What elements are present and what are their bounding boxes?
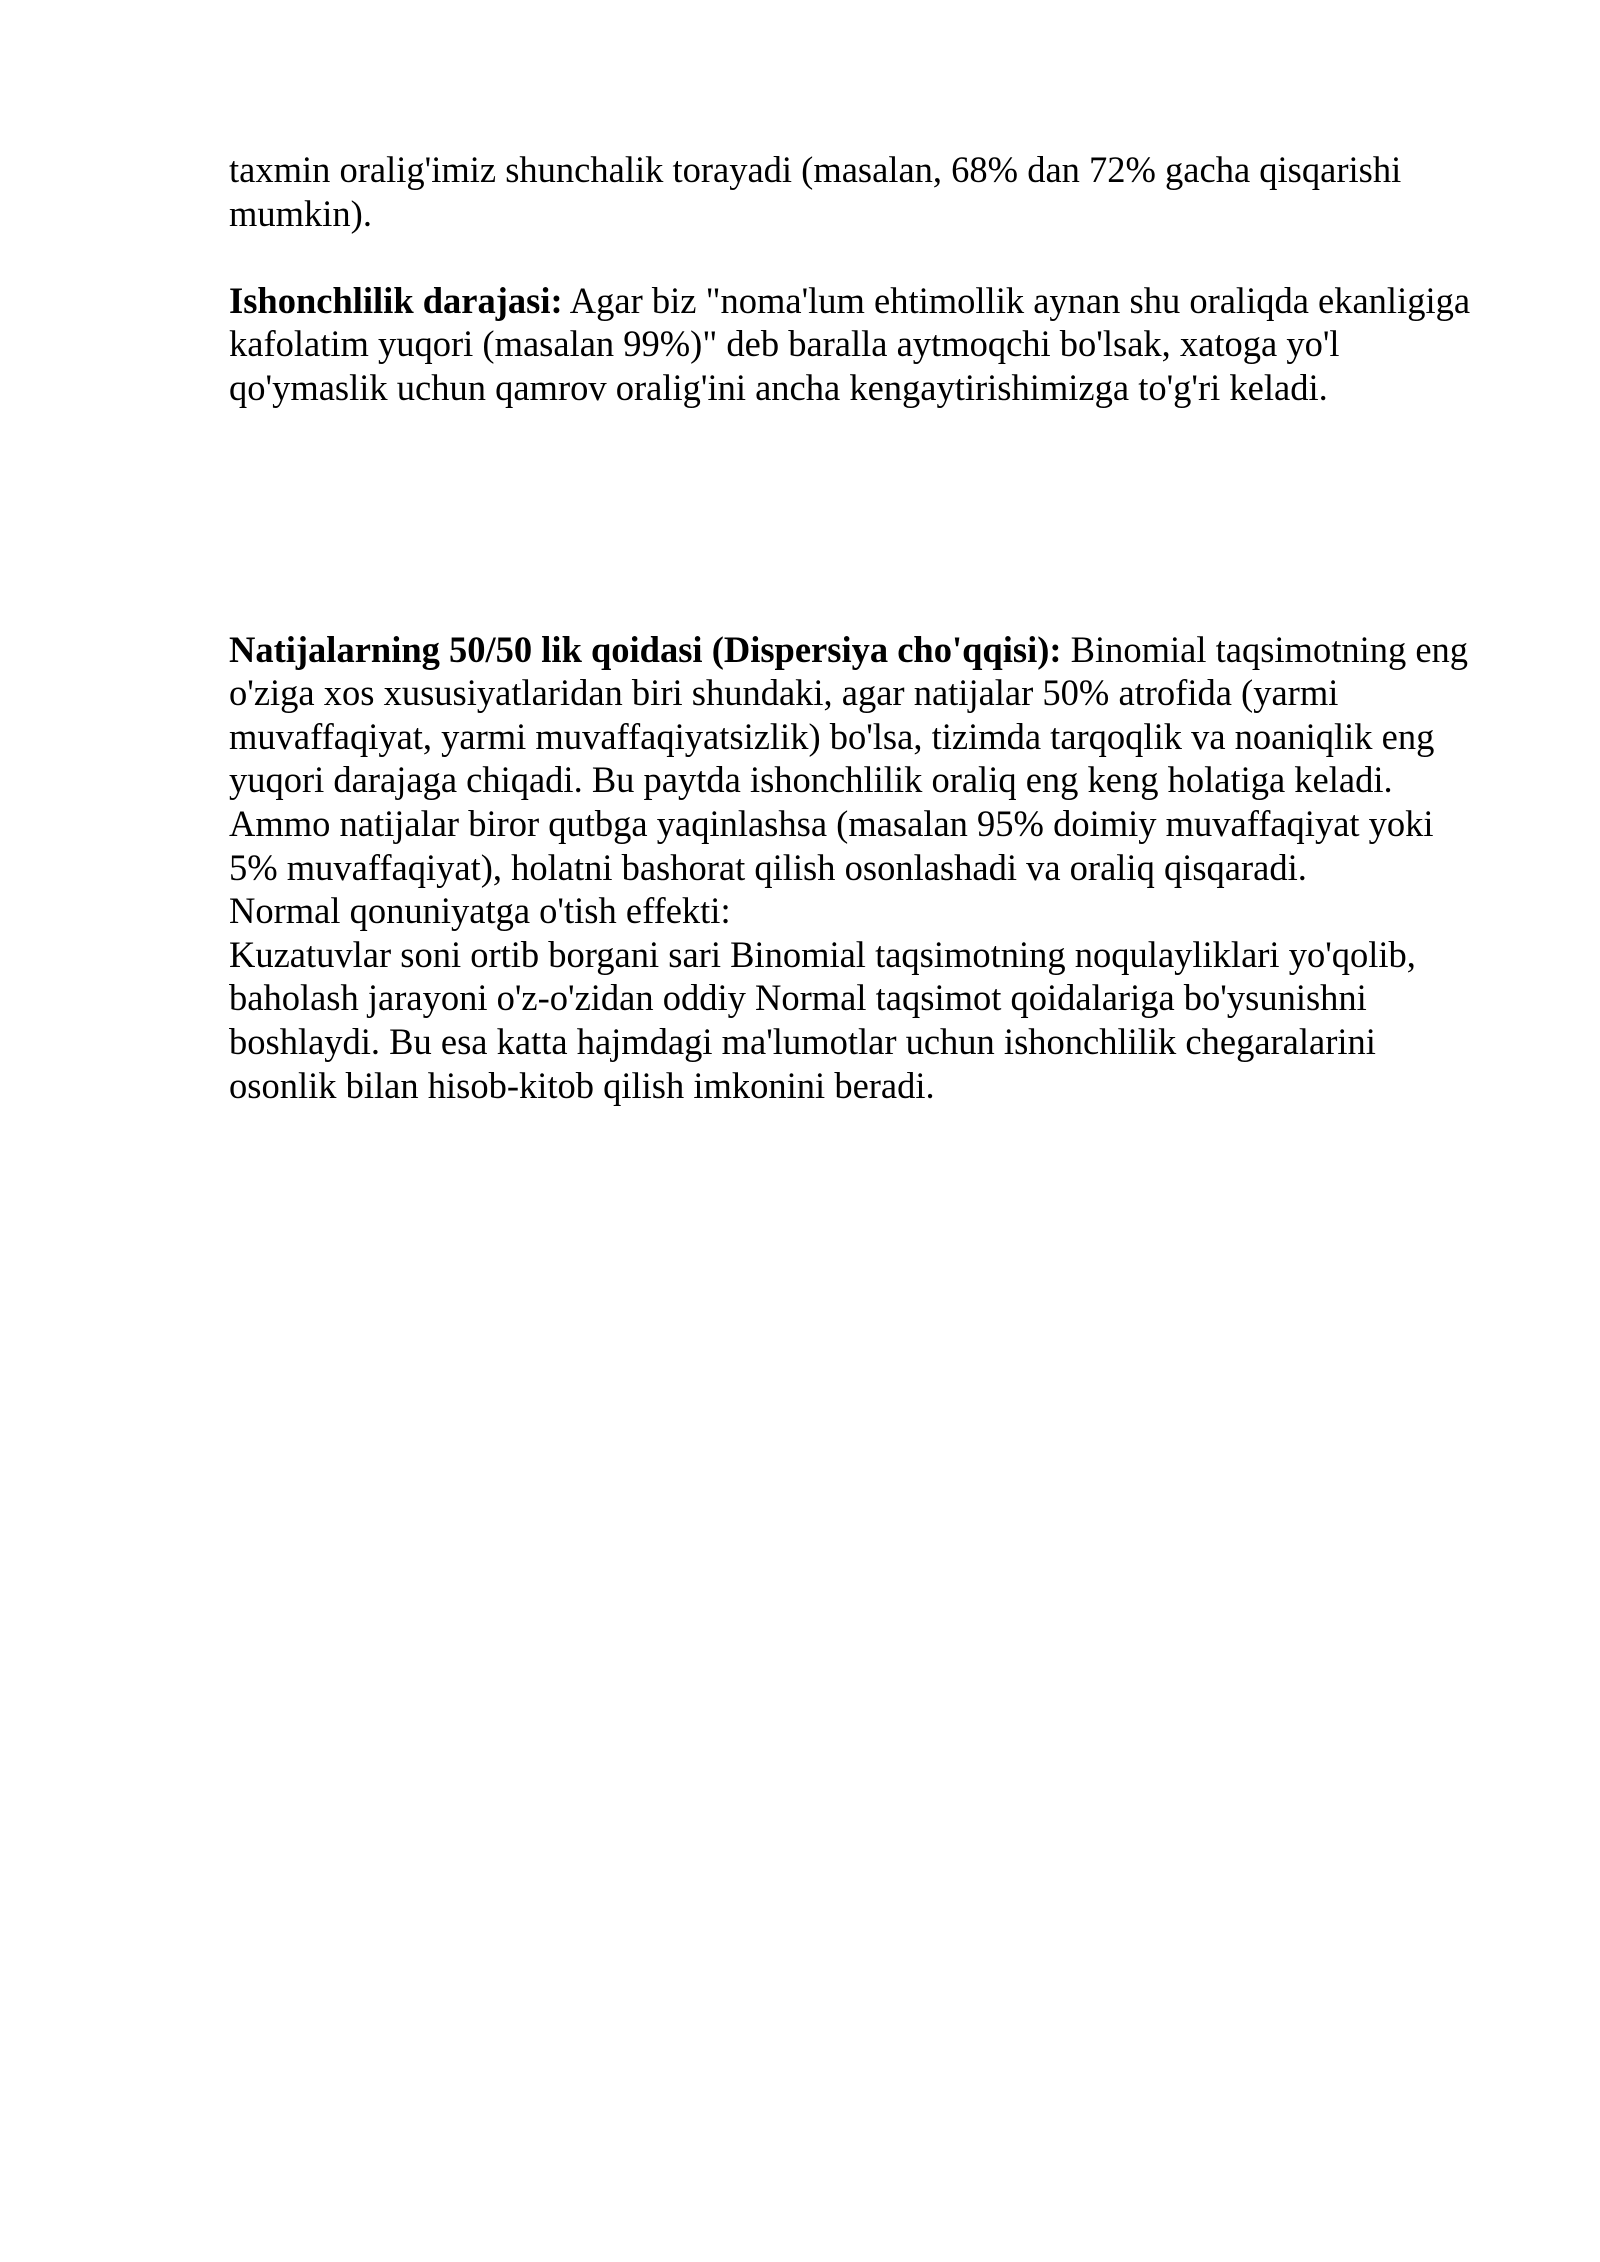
document-page (229, 148, 1489, 1107)
paragraph-text: taxmin oralig'imiz shunchalik torayadi (masalan, 68% dan 72% gacha qisqarishi mumkin). (229, 149, 1402, 234)
paragraph-text: Kuzatuvlar soni ortib borgani sari Binomial taqsimotning noqulayliklari yo'qolib, baholash jarayoni o'z-o'zidan oddiy Normal taqsimot qoidalariga bo'ysunishni boshlaydi. Bu esa katta hajmdagi ma'lumotlar uchun ishonchlilik chegaralarini osonlik bilan hisob-kitob qilish imkonini beradi. (229, 933, 1416, 1106)
paragraph-normal-transition-heading (229, 889, 1489, 933)
paragraph-term: Natijalarning 50/50 lik qoidasi (Dispersiya cho'qqisi): (229, 628, 1062, 670)
paragraph-continuation (229, 148, 1489, 235)
section-spacer (229, 410, 1489, 628)
paragraph-fifty-fifty-rule (229, 628, 1489, 890)
paragraph-text: Normal qonuniyatga o'tish effekti: (229, 890, 731, 932)
paragraph-text: Agar biz "noma'lum ehtimollik aynan shu oraliqda ekanligiga kafolatim yuqori (masalan 99%)" deb baralla aytmoqchi bo'lsak, xatoga yo'l qo'ymaslik uchun qamrov oralig'ini ancha kengaytirishimizga to'g'ri keladi. (229, 279, 1471, 408)
paragraph-normal-transition (229, 933, 1489, 1107)
paragraph-term: Ishonchlilik darajasi: (229, 279, 563, 321)
paragraph-confidence-level (229, 279, 1489, 410)
paragraph-spacer (229, 235, 1489, 279)
paragraph-text: Binomial taqsimotning eng o'ziga xos xususiyatlaridan biri shundaki, agar natijalar 50% atrofida (yarmi muvaffaqiyat, yarmi muvaffaqiyatsizlik) bo'lsa, tizimda tarqoqlik va noaniqlik eng yuqori darajaga chiqadi. Bu paytda ishonchlilik oraliq eng keng holatiga keladi. Ammo natijalar biror qutbga yaqinlashsa (masalan 95% doimiy muvaffaqiyat yoki 5% muvaffaqiyat), holatni bashorat qilish osonlashadi va oraliq qisqaradi. (229, 628, 1469, 888)
